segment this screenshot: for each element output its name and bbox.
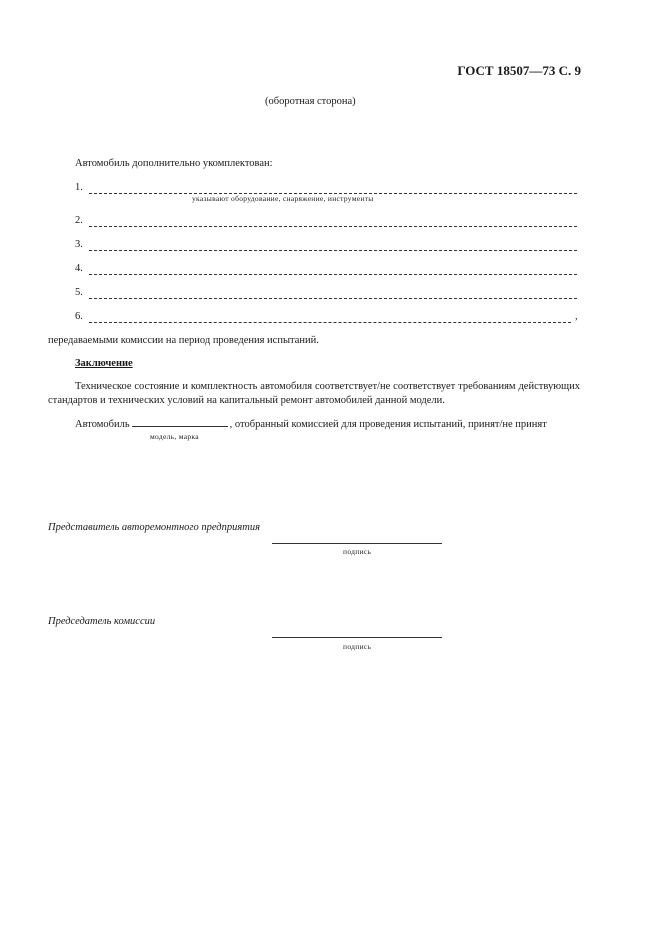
conclusion-text: Техническое состояние и комплектность автомобиля соответствует/не соответствует требованиям действующих стандартов и технических условий на капитальный ремонт автомобилей данной модели.	[48, 381, 580, 406]
signature-line	[272, 543, 442, 544]
car-prefix: Автомобиль	[75, 419, 130, 430]
item-fill-line	[89, 240, 577, 251]
item-fill-line	[89, 288, 577, 299]
car-acceptance-line	[75, 417, 547, 430]
equipment-item	[75, 311, 578, 322]
equipment-item	[75, 215, 89, 226]
signature-role: Председатель комиссии	[48, 616, 156, 627]
item-number: 4.	[75, 263, 83, 274]
signature-hint: подпись	[343, 642, 372, 651]
equipment-item	[75, 182, 89, 193]
item-number: 3.	[75, 239, 83, 250]
item-number: 5.	[75, 287, 83, 298]
item-fill-line	[89, 312, 571, 323]
side-note: (оборотная сторона)	[265, 96, 356, 107]
item-number: 2.	[75, 215, 83, 226]
item-number: 6.	[75, 311, 83, 322]
equipment-item	[75, 239, 89, 250]
equipment-item	[75, 263, 89, 274]
conclusion-title: Заключение	[75, 358, 133, 369]
item-fill-line	[89, 216, 577, 227]
equipment-passed-text: передаваемыми комиссии на период проведения испытаний.	[48, 335, 319, 346]
equipment-hint: указывают оборудование, снаряжение, инструменты	[192, 194, 374, 203]
car-model-hint: модель, марка	[150, 432, 199, 441]
document-reference: ГОСТ 18507—73 С. 9	[457, 63, 581, 78]
signature-hint: подпись	[343, 547, 372, 556]
item-trailing-comma: ,	[575, 311, 578, 322]
signature-line	[272, 637, 442, 638]
item-number: 1.	[75, 182, 83, 193]
car-model-blank	[132, 417, 228, 427]
item-fill-line	[89, 264, 577, 275]
item-fill-line	[89, 183, 577, 194]
equipment-item	[75, 287, 89, 298]
equipment-intro: Автомобиль дополнительно укомплектован:	[75, 158, 273, 169]
car-suffix: , отобранный комиссией для проведения испытаний, принят/не принят	[229, 419, 547, 430]
signature-role: Представитель авторемонтного предприятия	[48, 522, 260, 533]
